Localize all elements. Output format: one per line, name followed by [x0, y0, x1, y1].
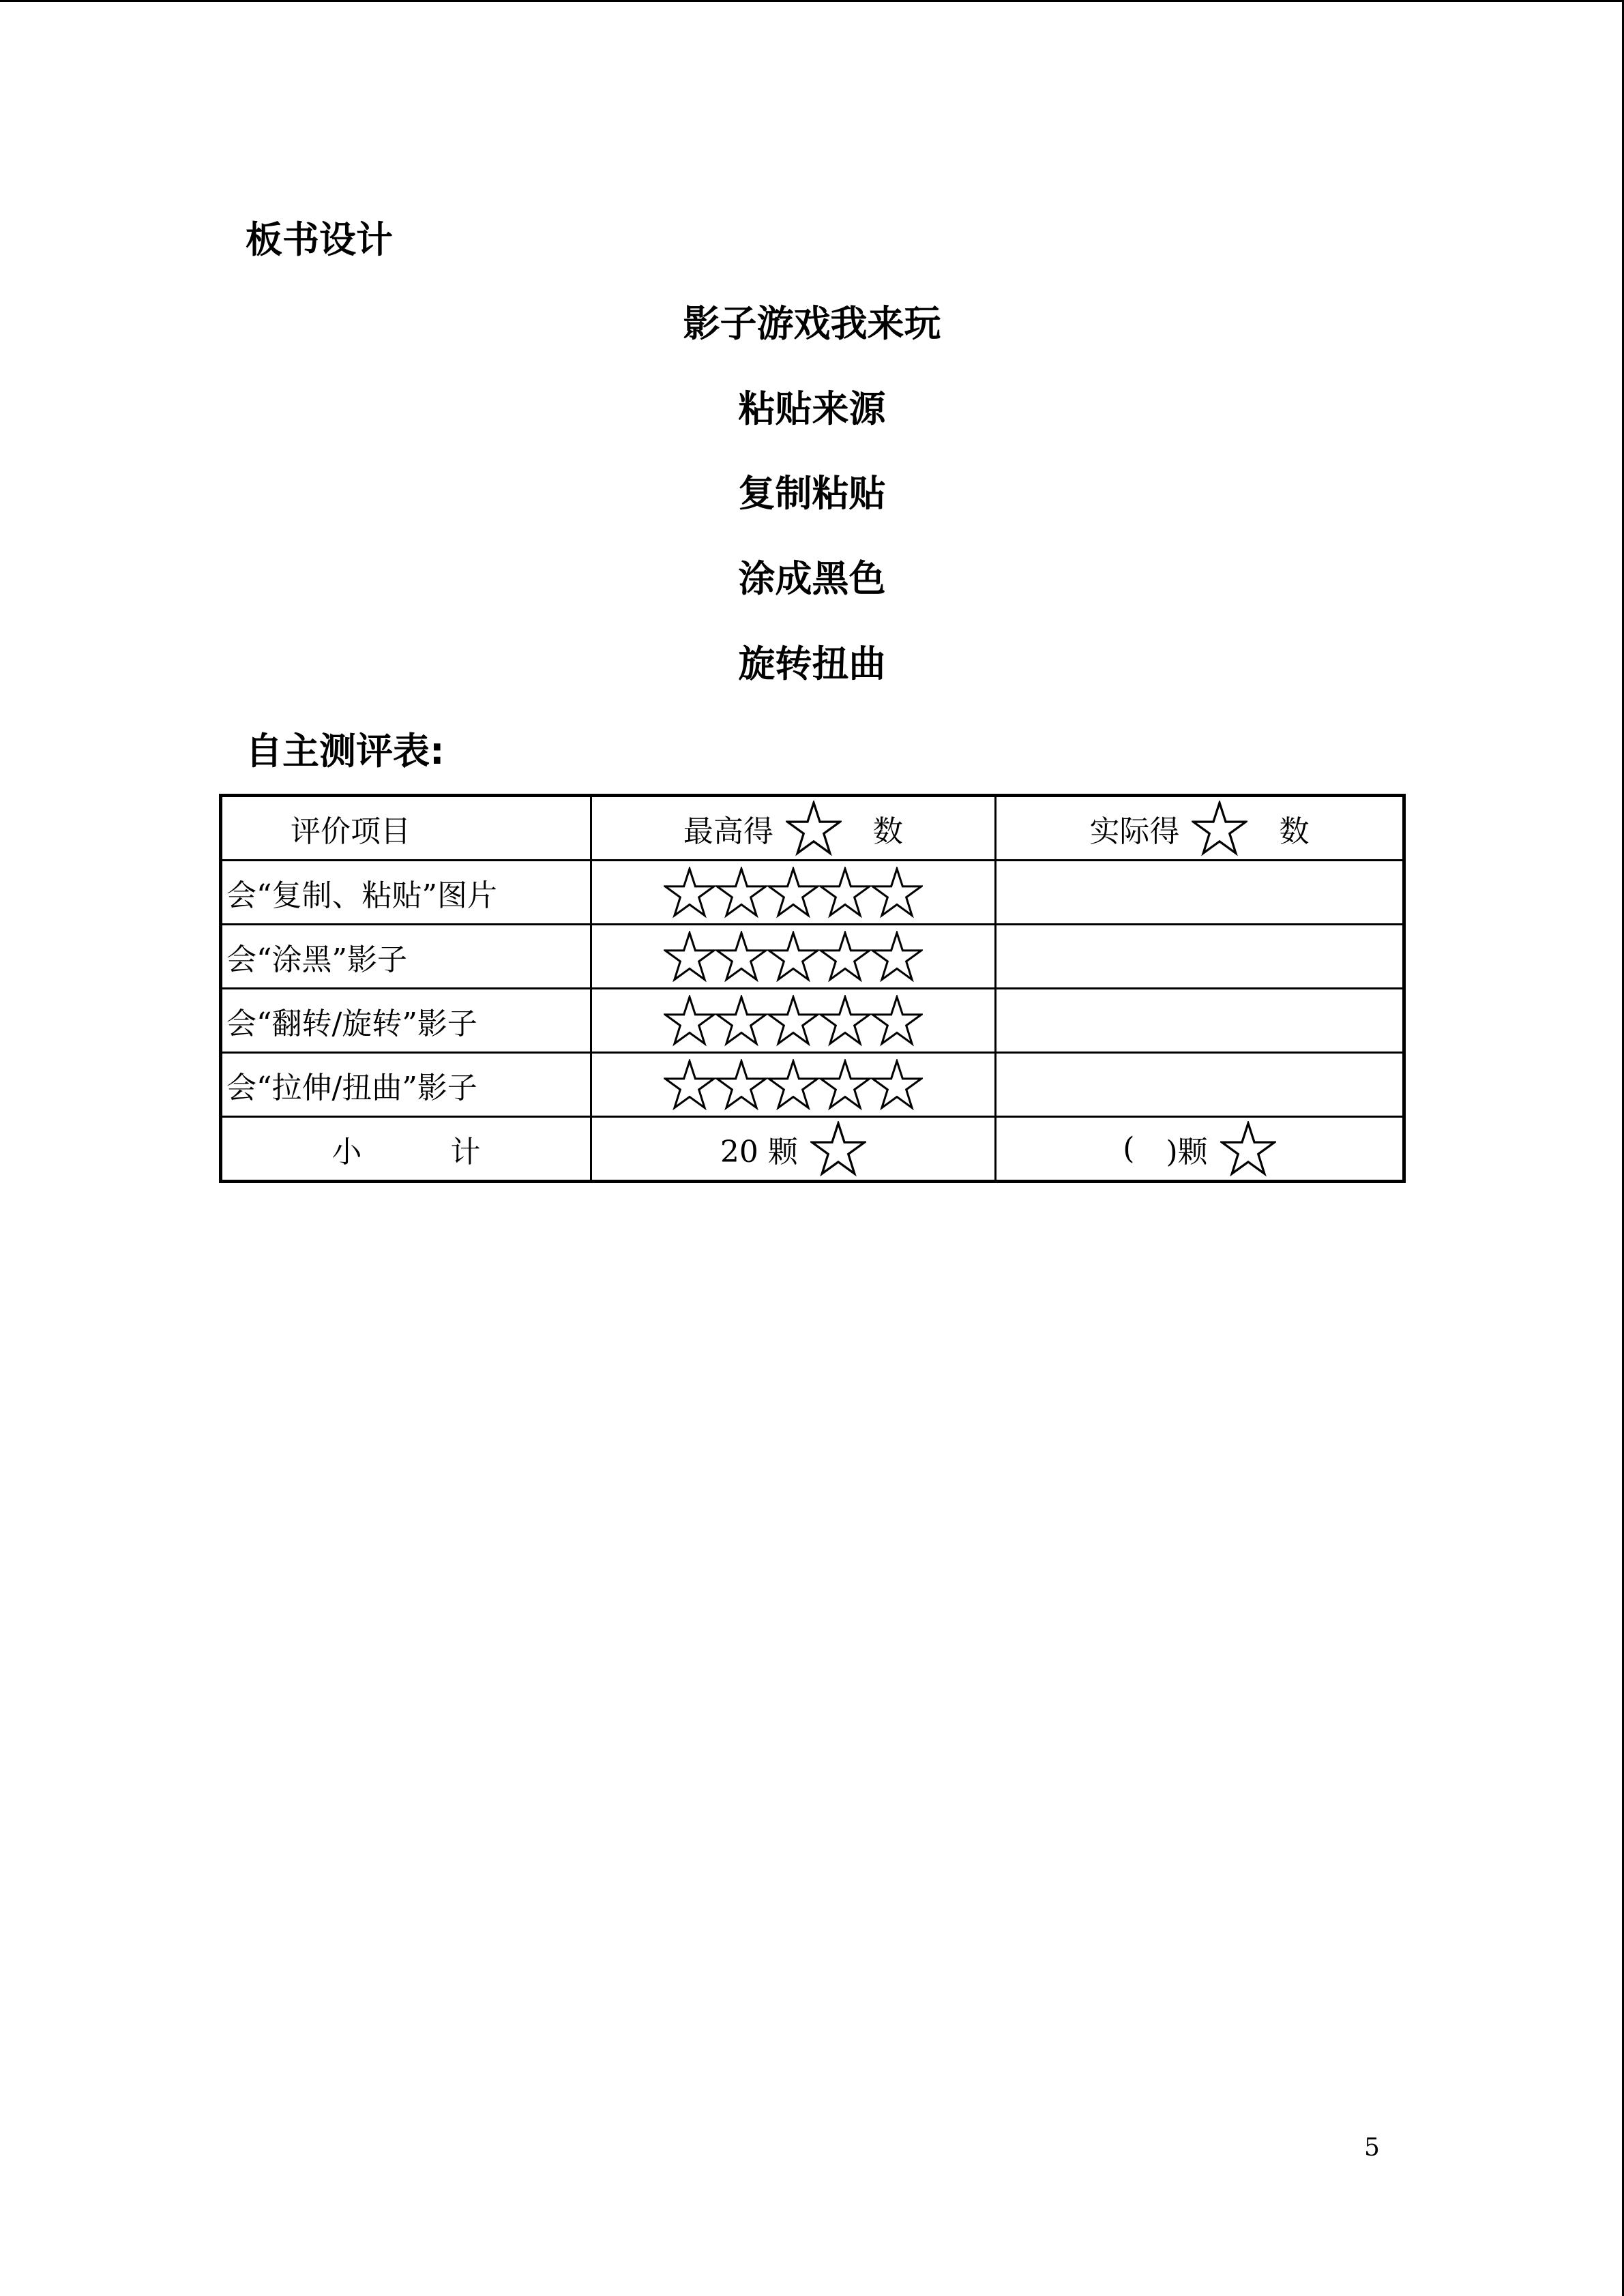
header-item-label: 评价项目 — [291, 814, 411, 849]
star-outline-icon — [871, 1059, 923, 1111]
star-outline-icon — [819, 867, 871, 919]
star-outline-icon — [715, 931, 767, 983]
board-line-copy-paste: 复制粘贴 — [738, 472, 886, 515]
header-actual-cell — [995, 796, 1404, 861]
star-outline-icon — [1192, 801, 1247, 856]
header-actual-suffix: 数 — [1279, 814, 1310, 849]
subtotal-max-cell — [591, 1117, 995, 1182]
board-line-title: 影子游戏我来玩 — [683, 302, 941, 345]
star-rating — [592, 931, 994, 983]
row-actual-cell[interactable] — [995, 861, 1404, 925]
subtotal-label-right: 计 — [450, 1134, 481, 1169]
row-stars-cell — [591, 925, 995, 989]
header-max-prefix: 最高得 — [683, 814, 773, 849]
table-row — [221, 925, 1404, 989]
star-outline-icon — [767, 995, 819, 1047]
header-actual-prefix: 实际得 — [1089, 814, 1180, 849]
row-stars-cell — [591, 989, 995, 1053]
star-outline-icon — [871, 931, 923, 983]
star-outline-icon — [715, 867, 767, 919]
board-design-heading: 板书设计 — [246, 218, 393, 261]
star-outline-icon — [810, 1121, 866, 1177]
star-outline-icon — [786, 801, 842, 856]
subtotal-row — [221, 1117, 1404, 1182]
star-outline-icon — [715, 995, 767, 1047]
page-number: 5 — [1364, 2134, 1380, 2162]
star-outline-icon — [767, 867, 819, 919]
subtotal-label-left: 小 — [331, 1134, 362, 1169]
row-actual-cell[interactable] — [995, 925, 1404, 989]
row-label: 会“复制、粘贴”图片 — [226, 878, 497, 913]
board-line-fill-black: 涂成黑色 — [738, 557, 886, 600]
star-outline-icon — [819, 1059, 871, 1111]
star-outline-icon — [871, 995, 923, 1047]
row-label-cell — [221, 861, 591, 925]
row-label-cell — [221, 925, 591, 989]
subtotal-actual-close: )颗 — [1166, 1134, 1208, 1169]
row-actual-cell[interactable] — [995, 989, 1404, 1053]
row-label: 会“拉伸/扭曲”影子 — [226, 1070, 477, 1105]
header-item-cell — [221, 796, 591, 861]
star-outline-icon — [819, 995, 871, 1047]
row-actual-cell[interactable] — [995, 1053, 1404, 1117]
star-outline-icon — [819, 931, 871, 983]
header-max-cell — [591, 796, 995, 861]
self-eval-heading: 自主测评表: — [246, 730, 445, 773]
row-label-cell — [221, 1053, 591, 1117]
board-line-rotate-distort: 旋转扭曲 — [738, 642, 886, 685]
subtotal-label-cell — [221, 1117, 591, 1182]
star-rating — [592, 1059, 994, 1111]
star-outline-icon — [767, 1059, 819, 1111]
star-outline-icon — [715, 1059, 767, 1111]
table-row — [221, 989, 1404, 1053]
table-header-row — [221, 796, 1404, 861]
row-label: 会“翻转/旋转”影子 — [226, 1006, 477, 1041]
star-outline-icon — [664, 867, 715, 919]
row-stars-cell — [591, 1053, 995, 1117]
star-rating — [592, 867, 994, 919]
row-stars-cell — [591, 861, 995, 925]
star-rating — [592, 995, 994, 1047]
star-outline-icon — [664, 995, 715, 1047]
row-label: 会“涂黑”影子 — [226, 942, 407, 977]
header-max-suffix: 数 — [872, 814, 903, 849]
table-row — [221, 1053, 1404, 1117]
board-line-source: 粘贴来源 — [738, 387, 886, 430]
star-outline-icon — [767, 931, 819, 983]
self-eval-table — [219, 794, 1406, 1183]
star-outline-icon — [1220, 1121, 1276, 1177]
subtotal-max-value: 20 颗 — [720, 1134, 798, 1169]
row-label-cell — [221, 989, 591, 1053]
subtotal-actual-cell[interactable] — [995, 1117, 1404, 1182]
table-row — [221, 861, 1404, 925]
star-outline-icon — [664, 931, 715, 983]
top-border-rule — [0, 0, 1624, 2]
star-outline-icon — [664, 1059, 715, 1111]
star-outline-icon — [871, 867, 923, 919]
subtotal-actual-open: ( — [1123, 1131, 1135, 1166]
